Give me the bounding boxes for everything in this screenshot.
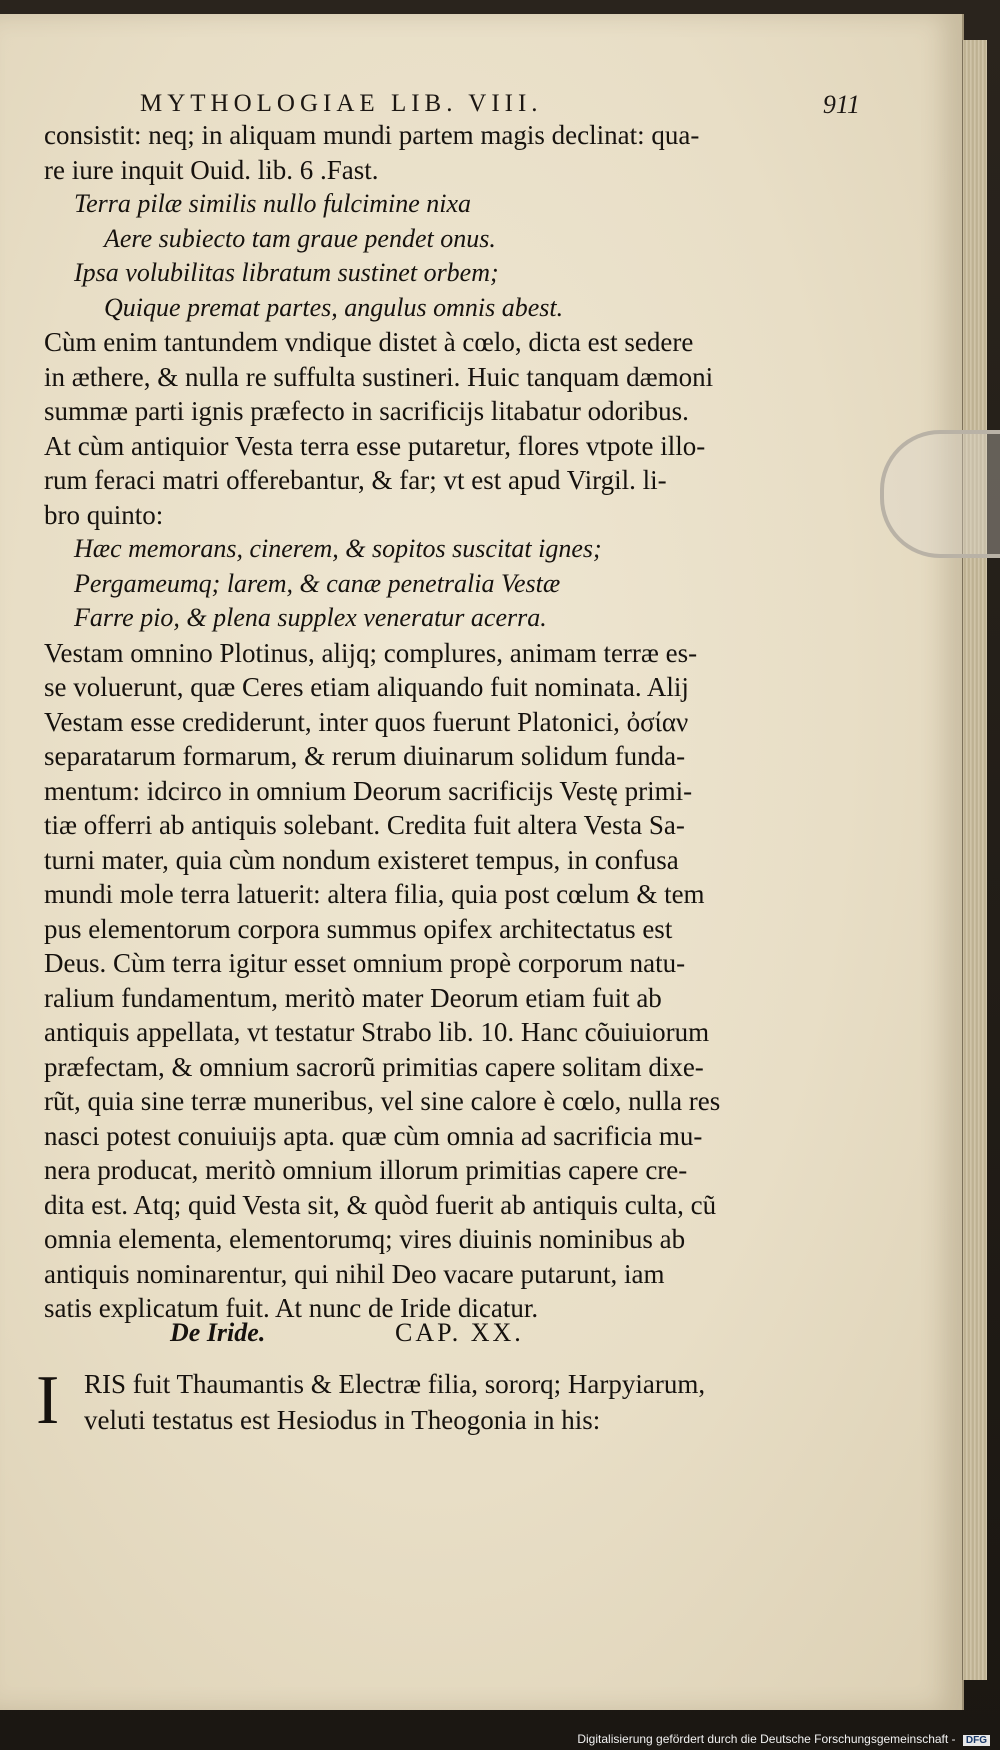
- text-line: ralium fundamentum, meritò mater Deorum etiam fuit ab: [44, 982, 662, 1013]
- digitization-footer: [577, 1732, 990, 1746]
- verse-line: Quique premat partes, angulus omnis abest.: [104, 292, 564, 322]
- text-line: antiquis nominarentur, qui nihil Deo vacare putarunt, iam: [44, 1258, 665, 1289]
- verse-line: Aere subiecto tam graue pendet onus.: [104, 223, 496, 253]
- verse-line: Pergameumq; larem, & canæ penetralia Vestæ: [74, 568, 561, 598]
- text-line: Vestam omnino Plotinus, alijq; complures, animam terræ es-: [44, 637, 698, 668]
- verse-line: Ipsa volubilitas libratum sustinet orbem;: [74, 258, 499, 287]
- text-line: in æthere, & nulla re suffulta sustineri. Huic tanquam dæmoni: [44, 361, 714, 392]
- verse-line: Hæc memorans, cinerem, & sopitos suscitat ignes;: [74, 534, 602, 563]
- verse-line: Farre pio, & plena supplex veneratur acerra.: [74, 603, 547, 632]
- text-line: consistit: neq; in aliquam mundi partem magis declinat: qua-: [44, 120, 700, 150]
- text-line: At cùm antiquior Vesta terra esse putaretur, flores vtpote illo-: [44, 430, 706, 461]
- text-line: rum feraci matri offerebantur, & far; vt est apud Virgil. li-: [44, 465, 667, 495]
- text-line: Deus. Cùm terra igitur esset omnium propè corporum natu-: [44, 948, 686, 978]
- text-line: mundi mole terra latuerit: altera filia, quia post cœlum & tem: [44, 879, 705, 909]
- text-line: omnia elementa, elementorumq; vires diuinis nominibus ab: [44, 1224, 686, 1254]
- main-text: [44, 118, 734, 1326]
- text-line: separatarum formarum, & rerum diuinarum solidum funda-: [44, 741, 686, 771]
- folio-number: 911: [822, 90, 860, 119]
- text-line: dita est. Atq; quid Vesta sit, & quòd fuerit ab antiquis culta, cũ: [44, 1189, 717, 1220]
- footer-text: Digitalisierung gefördert durch die Deutsche Forschungsgemeinschaft -: [577, 1732, 956, 1746]
- running-head-title: MYTHOLOGIAE LIB. VIII.: [140, 90, 543, 117]
- chapter-text: [36, 1362, 736, 1439]
- text-line: Vestam esse crediderunt, inter quos fuerunt Platonici, ὀσίαν: [44, 706, 689, 737]
- chapter-heading: [170, 1318, 670, 1354]
- text-line: summæ parti ignis præfecto in sacrificijs litabatur odoribus.: [44, 396, 689, 426]
- text-line: bro quinto:: [44, 499, 164, 530]
- verse-line: Terra pilæ similis nullo fulcimine nixa: [74, 189, 472, 218]
- text-line: satis explicatum fuit. At nunc de Iride dicatur.: [44, 1293, 539, 1323]
- text-line: re iure inquit Ouid. lib. 6 .Fast.: [44, 154, 379, 185]
- text-line: antiquis appellata, vt testatur Strabo lib. 10. Hanc cõuiuiorum: [44, 1017, 710, 1047]
- text-line: veluti testatus est Hesiodus in Theogonia in his:: [84, 1405, 601, 1435]
- page-clip: [880, 430, 1000, 558]
- chapter-title: De Iride.: [170, 1318, 266, 1347]
- initial-letter: I: [36, 1362, 60, 1439]
- text-line: rũt, quia sine terræ muneribus, vel sine calore è cœlo, nulla res: [44, 1086, 721, 1116]
- text-line: mentum: idcirco in omnium Deorum sacrificijs Vestę primi-: [44, 775, 693, 806]
- text-line: nasci potest conuiuijs apta. quæ cùm omnia ad sacrificia mu-: [44, 1120, 703, 1151]
- text-line: se voluerunt, quæ Ceres etiam aliquando fuit nominata. Alij: [44, 672, 689, 702]
- text-line: nera producat, meritò omnium illorum primitias capere cre-: [44, 1155, 688, 1185]
- page-edges: [962, 40, 987, 1680]
- text-line: tiæ offerri ab antiquis solebant. Credita fuit altera Vesta Sa-: [44, 810, 685, 840]
- text-line: pus elementorum corpora summus opifex architectatus est: [44, 913, 673, 944]
- dfg-logo: DFG: [963, 1735, 990, 1746]
- text-line: turni mater, quia cùm nondum existeret tempus, in confusa: [44, 844, 679, 875]
- text-line: præfectam, & omnium sacrorũ primitias capere solitam dixe-: [44, 1051, 704, 1082]
- text-line: Cùm enim tantundem vndique distet à cœlo, dicta est sedere: [44, 327, 694, 357]
- chapter-number: CAP. XX.: [395, 1318, 524, 1347]
- text-line: RIS fuit Thaumantis & Electræ filia, sororq; Harpyiarum,: [84, 1369, 706, 1399]
